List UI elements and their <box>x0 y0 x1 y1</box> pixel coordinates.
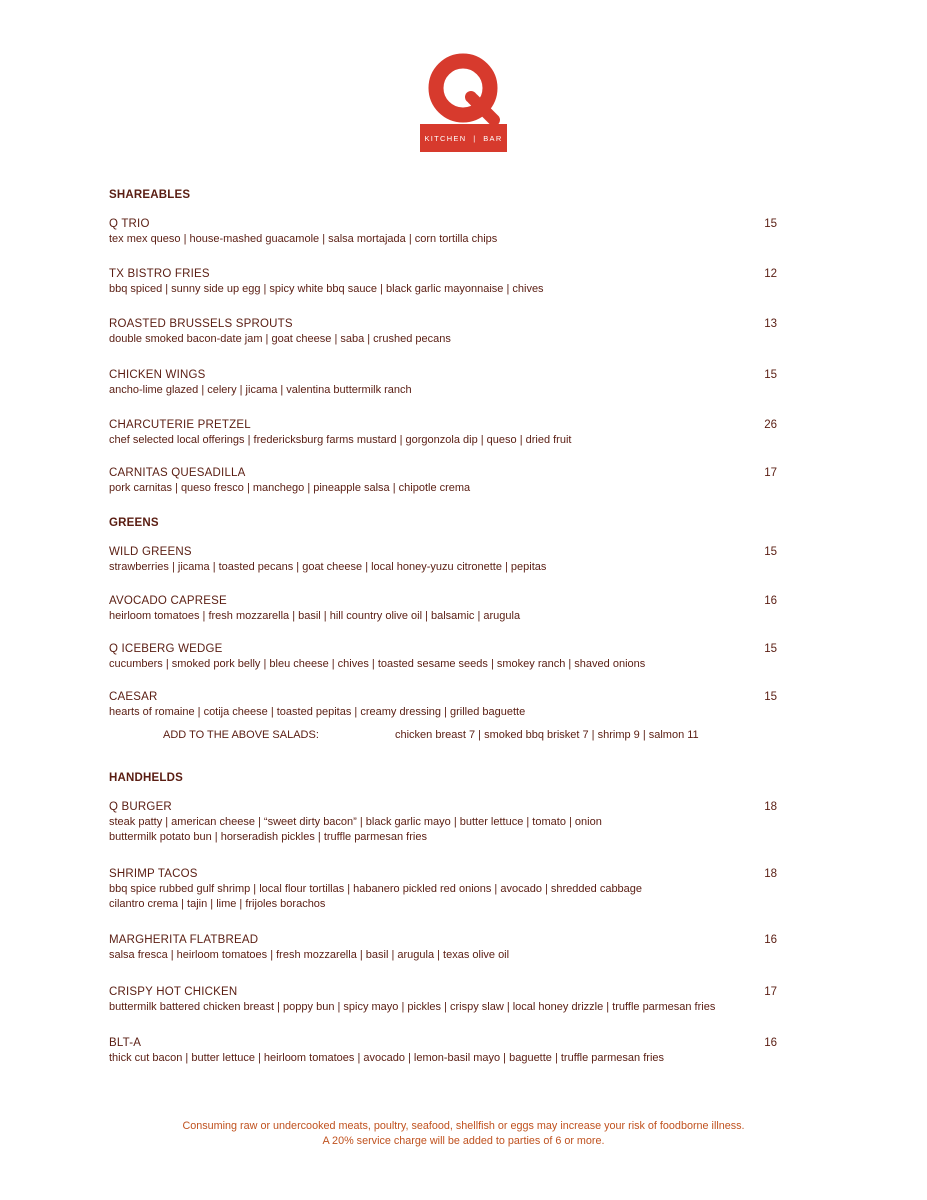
item-name: CAESAR <box>109 691 158 703</box>
item-description: heirloom tomatoes | fresh mozzarella | basil | hill country olive oil | balsamic | arugula <box>109 610 521 622</box>
item-price: 18 <box>764 868 777 880</box>
section-title-shareables: SHAREABLES <box>109 189 191 201</box>
item-description: buttermilk potato bun | horseradish pickles | truffle parmesan fries <box>109 831 427 843</box>
menu-item <box>109 594 779 624</box>
item-description: steak patty | american cheese | “sweet dirty bacon” | black garlic mayo | butter lettuce | tomato | onion <box>109 816 602 828</box>
food-safety-warning: Consuming raw or undercooked meats, poultry, seafood, shellfish or eggs may increase your risk of foodborne illness. <box>182 1120 745 1132</box>
item-description: cilantro crema | tajin | lime | frijoles borachos <box>109 898 326 910</box>
item-description: double smoked bacon-date jam | goat cheese | saba | crushed pecans <box>109 333 451 345</box>
menu-item <box>109 690 779 720</box>
item-price: 12 <box>764 268 777 280</box>
menu-item <box>109 800 779 845</box>
item-price: 18 <box>764 801 777 813</box>
item-price: 15 <box>764 369 777 381</box>
item-price: 13 <box>764 318 777 330</box>
item-name: CHARCUTERIE PRETZEL <box>109 419 251 431</box>
item-name: WILD GREENS <box>109 546 192 558</box>
item-name: Q BURGER <box>109 801 172 813</box>
item-price: 16 <box>764 934 777 946</box>
item-description: tex mex queso | house-mashed guacamole | salsa mortajada | corn tortilla chips <box>109 233 498 245</box>
item-name: BLT-A <box>109 1037 142 1049</box>
section-title-handhelds: HANDHELDS <box>109 772 183 784</box>
menu-item <box>109 985 779 1015</box>
menu-item <box>109 867 779 912</box>
item-name: CRISPY HOT CHICKEN <box>109 986 238 998</box>
item-description: chef selected local offerings | fredericksburg farms mustard | gorgonzola dip | queso | dried fruit <box>109 434 572 446</box>
item-description: thick cut bacon | butter lettuce | heirloom tomatoes | avocado | lemon-basil mayo | baguette | truffle parmesan fries <box>109 1052 665 1064</box>
item-price: 17 <box>764 986 777 998</box>
footer-disclaimer <box>0 1119 927 1149</box>
service-charge-note: A 20% service charge will be added to parties of 6 or more. <box>322 1135 605 1147</box>
item-name: CARNITAS QUESADILLA <box>109 467 246 479</box>
salad-addon-label: ADD TO THE ABOVE SALADS: <box>163 729 319 741</box>
item-description: buttermilk battered chicken breast | poppy bun | spicy mayo | pickles | crispy slaw | local honey drizzle | truffle parmesan fries <box>109 1001 716 1013</box>
item-description: ancho-lime glazed | celery | jicama | valentina buttermilk ranch <box>109 384 412 396</box>
item-description: salsa fresca | heirloom tomatoes | fresh mozzarella | basil | arugula | texas olive oil <box>109 949 510 961</box>
menu-item <box>109 466 779 496</box>
item-description: strawberries | jicama | toasted pecans | goat cheese | local honey-yuzu citronette | pepitas <box>109 561 547 573</box>
menu-item <box>109 1036 779 1066</box>
logo-tagline: KITCHEN | BAR <box>420 124 507 152</box>
item-price: 16 <box>764 595 777 607</box>
item-description: hearts of romaine | cotija cheese | toasted pepitas | creamy dressing | grilled baguette <box>109 706 526 718</box>
item-price: 17 <box>764 467 777 479</box>
menu-item <box>109 642 779 672</box>
menu-item <box>109 933 779 963</box>
menu-item <box>109 267 779 297</box>
item-price: 26 <box>764 419 777 431</box>
item-name: ROASTED BRUSSELS SPROUTS <box>109 318 293 330</box>
q-logo-mark <box>418 52 508 124</box>
item-name: MARGHERITA FLATBREAD <box>109 934 259 946</box>
salad-addon-options: chicken breast 7 | smoked bbq brisket 7 | shrimp 9 | salmon 11 <box>395 729 699 741</box>
section-title-greens: GREENS <box>109 517 159 529</box>
menu-item <box>109 545 779 575</box>
menu-item <box>109 418 779 448</box>
restaurant-logo <box>418 52 508 154</box>
item-price: 16 <box>764 1037 777 1049</box>
item-name: AVOCADO CAPRESE <box>109 595 227 607</box>
item-price: 15 <box>764 546 777 558</box>
item-name: SHRIMP TACOS <box>109 868 198 880</box>
item-description: pork carnitas | queso fresco | manchego | pineapple salsa | chipotle crema <box>109 482 471 494</box>
item-description: bbq spiced | sunny side up egg | spicy white bbq sauce | black garlic mayonnaise | chives <box>109 283 544 295</box>
item-price: 15 <box>764 218 777 230</box>
item-name: TX BISTRO FRIES <box>109 268 210 280</box>
item-price: 15 <box>764 691 777 703</box>
item-description: bbq spice rubbed gulf shrimp | local flour tortillas | habanero pickled red onions | avocado | shredded cabbage <box>109 883 643 895</box>
item-price: 15 <box>764 643 777 655</box>
item-name: CHICKEN WINGS <box>109 369 206 381</box>
item-name: Q ICEBERG WEDGE <box>109 643 223 655</box>
menu-item <box>109 368 779 398</box>
item-name: Q TRIO <box>109 218 150 230</box>
item-description: cucumbers | smoked pork belly | bleu cheese | chives | toasted sesame seeds | smokey ranch | shaved onions <box>109 658 646 670</box>
menu-item <box>109 217 779 247</box>
menu-item <box>109 317 779 347</box>
